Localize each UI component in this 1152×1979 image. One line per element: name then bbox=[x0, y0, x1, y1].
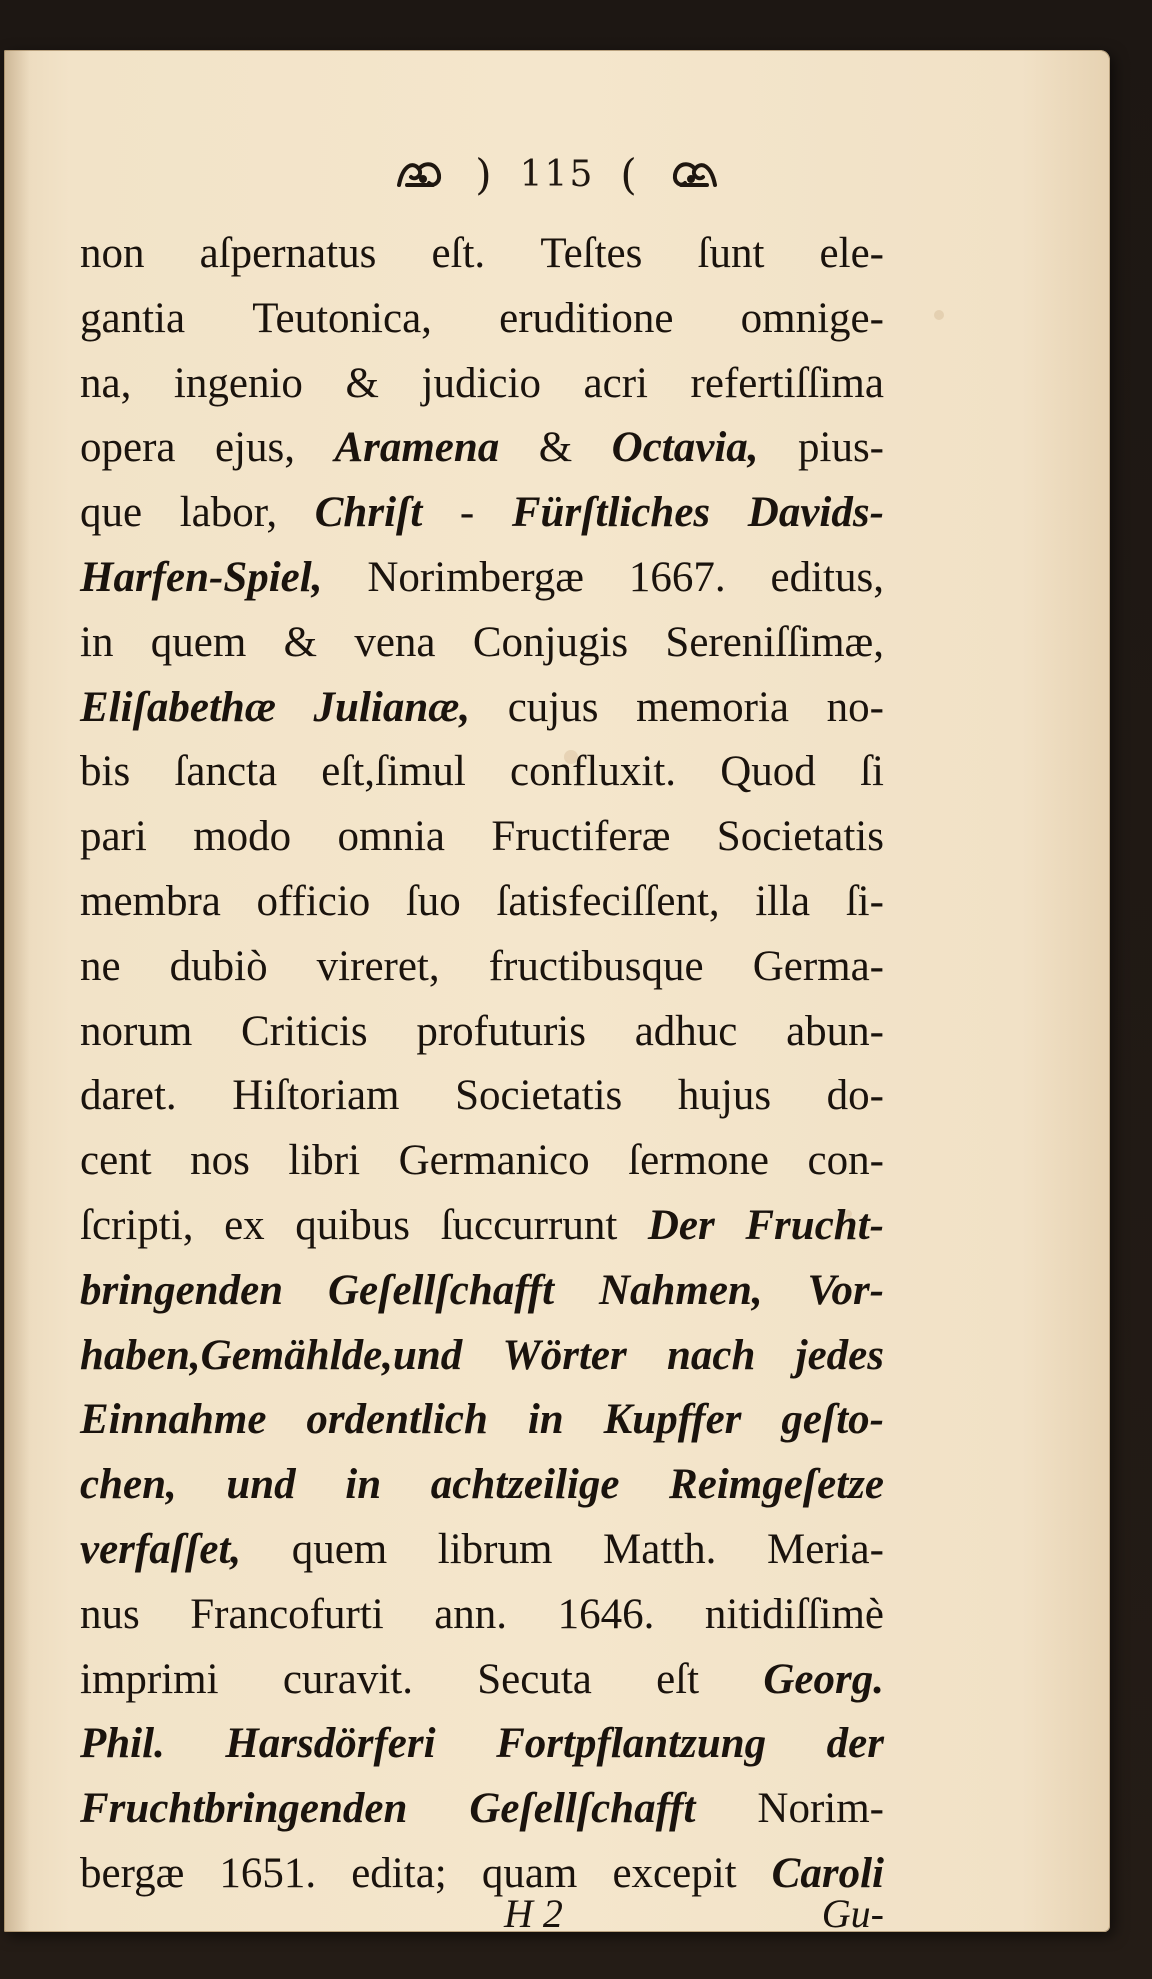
word: norum bbox=[80, 1007, 193, 1055]
word: Norim- bbox=[757, 1785, 884, 1833]
word: que bbox=[80, 489, 143, 537]
word: Secuta bbox=[477, 1655, 592, 1703]
word: do- bbox=[826, 1072, 884, 1120]
word: quem bbox=[150, 618, 247, 666]
word: Teutonica, bbox=[252, 294, 432, 342]
italic-word: Octavia, bbox=[611, 424, 759, 472]
text-line bbox=[80, 676, 884, 741]
word: cent bbox=[80, 1137, 152, 1185]
book-page bbox=[4, 50, 1110, 1936]
word: memoria bbox=[636, 683, 789, 731]
text-line bbox=[80, 1129, 884, 1194]
word: ſuo bbox=[405, 877, 461, 925]
italic-word: in bbox=[345, 1461, 382, 1509]
italic-word: jedes bbox=[795, 1331, 884, 1379]
italic-word: Julianæ, bbox=[313, 683, 471, 731]
italic-word: achtzeilige bbox=[430, 1461, 620, 1509]
word: Societatis bbox=[716, 813, 884, 861]
text-line bbox=[80, 1194, 884, 1259]
word: aſpernatus bbox=[199, 230, 377, 277]
word: in bbox=[80, 618, 114, 666]
italic-word: Georg. bbox=[763, 1655, 884, 1703]
word: cujus bbox=[507, 683, 599, 731]
word: profuturis bbox=[416, 1007, 586, 1055]
word: ſuccurrunt bbox=[440, 1201, 618, 1249]
word: Germanico bbox=[398, 1137, 590, 1185]
word: excepit bbox=[612, 1849, 737, 1897]
word: 1646. bbox=[557, 1590, 655, 1638]
word: modo bbox=[193, 813, 292, 861]
word: & bbox=[538, 424, 573, 472]
word: membra bbox=[80, 877, 221, 925]
word: ejus, bbox=[214, 424, 295, 472]
word: daret. bbox=[80, 1072, 177, 1120]
italic-word: in bbox=[527, 1396, 564, 1444]
word: ſermone bbox=[628, 1137, 770, 1185]
italic-word: verfaſſet, bbox=[80, 1525, 242, 1573]
word: librum bbox=[437, 1525, 553, 1573]
italic-word: Kupffer bbox=[603, 1396, 742, 1444]
text-line bbox=[80, 1000, 884, 1065]
word: eſt,ſimul bbox=[321, 748, 466, 796]
word: con- bbox=[807, 1137, 884, 1185]
word: ſatisfeciſſent, bbox=[496, 877, 720, 925]
word: confluxit. bbox=[510, 748, 677, 796]
italic-word: nach bbox=[666, 1331, 756, 1379]
text-line bbox=[80, 222, 884, 287]
text-line bbox=[80, 546, 884, 611]
text-line bbox=[80, 287, 884, 352]
text-line bbox=[80, 870, 884, 935]
word: non bbox=[80, 230, 145, 277]
word: curavit. bbox=[282, 1655, 413, 1703]
word: imprimi bbox=[80, 1655, 219, 1703]
text-line bbox=[80, 740, 884, 805]
word: libri bbox=[288, 1137, 361, 1185]
text-line bbox=[80, 416, 884, 481]
header-left-paren: ) bbox=[475, 150, 494, 199]
word: nus bbox=[80, 1590, 140, 1638]
foxing-spot bbox=[934, 310, 944, 320]
text-line bbox=[80, 1064, 884, 1129]
word: illa bbox=[755, 877, 811, 925]
word: hujus bbox=[677, 1072, 772, 1120]
italic-word: Caroli bbox=[771, 1849, 884, 1897]
word: vireret, bbox=[316, 942, 440, 990]
word: nos bbox=[190, 1137, 250, 1185]
word: - bbox=[459, 489, 475, 537]
word: omnige- bbox=[740, 294, 884, 342]
italic-word: Frucht- bbox=[745, 1201, 884, 1249]
word: na, bbox=[80, 359, 132, 407]
word: & bbox=[345, 359, 379, 407]
word: acri bbox=[583, 359, 648, 407]
word: & bbox=[283, 618, 318, 666]
word: Criticis bbox=[241, 1007, 368, 1055]
text-line bbox=[80, 1648, 884, 1713]
italic-word: Eliſabethæ bbox=[80, 683, 276, 731]
text-line bbox=[80, 1583, 884, 1648]
word: ex bbox=[224, 1201, 265, 1249]
italic-word: bringenden bbox=[80, 1266, 284, 1314]
signature-mark: H 2 bbox=[504, 1891, 563, 1936]
fleuron-left-icon bbox=[393, 155, 445, 195]
text-line bbox=[80, 805, 884, 870]
word: Matth. bbox=[602, 1525, 717, 1573]
italic-word: Fürſtliches bbox=[511, 489, 711, 537]
body-text bbox=[80, 222, 884, 1907]
word: ſancta bbox=[174, 748, 278, 796]
word: gantia bbox=[80, 294, 186, 342]
italic-word: chen, bbox=[80, 1461, 177, 1509]
word: bis bbox=[80, 748, 131, 796]
word: quam bbox=[481, 1849, 578, 1897]
word: Meria- bbox=[766, 1525, 884, 1573]
word: labor, bbox=[179, 489, 278, 537]
italic-word: Reimgeſetze bbox=[669, 1461, 884, 1509]
italic-word: Chriſt bbox=[314, 489, 423, 537]
word: no- bbox=[826, 683, 884, 731]
italic-word: Geſellſchafft bbox=[328, 1266, 555, 1314]
italic-word: Harsdörferi bbox=[225, 1720, 436, 1768]
word: abun- bbox=[786, 1007, 884, 1055]
header-right-paren: ( bbox=[620, 150, 639, 199]
text-line bbox=[80, 352, 884, 417]
word: Francofurti bbox=[190, 1590, 384, 1638]
word: pari bbox=[80, 813, 147, 861]
text-line bbox=[80, 1518, 884, 1583]
word: ſunt bbox=[697, 230, 765, 277]
text-line bbox=[80, 1712, 884, 1777]
italic-word: Einnahme bbox=[80, 1396, 267, 1444]
italic-word: Vor- bbox=[807, 1266, 884, 1314]
italic-word: Davids- bbox=[747, 489, 884, 537]
word: 1651. bbox=[219, 1849, 317, 1897]
word: officio bbox=[256, 877, 371, 925]
word: Fructiferæ bbox=[491, 813, 671, 861]
word: ne bbox=[80, 942, 121, 990]
italic-word: Phil. bbox=[80, 1720, 165, 1768]
text-line bbox=[80, 481, 884, 546]
fleuron-right-icon bbox=[669, 155, 721, 195]
text-line bbox=[80, 1388, 884, 1453]
italic-word: Harfen-Spiel, bbox=[80, 553, 323, 601]
word: Societatis bbox=[455, 1072, 623, 1120]
word: ingenio bbox=[173, 359, 303, 407]
word: editus, bbox=[770, 553, 884, 601]
word: omnia bbox=[337, 813, 445, 861]
word: Norimbergæ bbox=[367, 553, 584, 601]
italic-word: geſto- bbox=[781, 1396, 884, 1444]
text-line bbox=[80, 1777, 884, 1842]
italic-word: Geſellſchafft bbox=[469, 1785, 696, 1833]
catchword: Gu- bbox=[821, 1891, 884, 1936]
word: fructibusque bbox=[488, 942, 704, 990]
word: dubiò bbox=[169, 942, 268, 990]
italic-word: Wörter bbox=[502, 1331, 627, 1379]
word: ſi bbox=[860, 748, 884, 796]
italic-word: Fruchtbringenden bbox=[80, 1785, 408, 1833]
word: Conjugis bbox=[472, 618, 629, 666]
word: ele- bbox=[819, 230, 884, 277]
italic-word: und bbox=[226, 1461, 296, 1509]
word: judicio bbox=[421, 359, 541, 407]
word: quibus bbox=[295, 1201, 410, 1249]
italic-word: der bbox=[826, 1720, 884, 1768]
word: Sereniſſimæ, bbox=[665, 618, 884, 666]
italic-word: haben,Gemählde,und bbox=[80, 1331, 463, 1379]
word: eruditione bbox=[499, 294, 674, 342]
page-number: 115 bbox=[519, 154, 595, 195]
word: vena bbox=[354, 618, 436, 666]
text-line bbox=[80, 1324, 884, 1389]
word: pius- bbox=[798, 424, 884, 472]
italic-word: Nahmen, bbox=[598, 1266, 763, 1314]
word: quem bbox=[291, 1525, 388, 1573]
word: ann. bbox=[434, 1590, 508, 1638]
text-line bbox=[80, 935, 884, 1000]
page-header bbox=[4, 146, 1110, 199]
text-line bbox=[80, 611, 884, 676]
word: eſt bbox=[656, 1655, 700, 1703]
word: Teſtes bbox=[540, 230, 643, 277]
word: ſcripti, bbox=[80, 1201, 194, 1249]
word: adhuc bbox=[634, 1007, 738, 1055]
italic-word: ordentlich bbox=[306, 1396, 488, 1444]
word: edita; bbox=[351, 1849, 447, 1897]
word: eſt. bbox=[431, 230, 486, 277]
italic-word: Aramena bbox=[334, 424, 500, 472]
italic-word: Der bbox=[647, 1201, 715, 1249]
word: Quod bbox=[720, 748, 816, 796]
word: Germa- bbox=[752, 942, 884, 990]
word: opera bbox=[80, 424, 176, 472]
text-line bbox=[80, 1259, 884, 1324]
word: bergæ bbox=[80, 1849, 185, 1897]
word: nitidiſſimè bbox=[704, 1590, 884, 1638]
word: refertiſſima bbox=[690, 359, 884, 407]
word: 1667. bbox=[628, 553, 726, 601]
text-line bbox=[80, 1453, 884, 1518]
word: Hiſtoriam bbox=[232, 1072, 400, 1120]
italic-word: Fortpflantzung bbox=[496, 1720, 767, 1768]
word: ſi- bbox=[845, 877, 884, 925]
page-footer bbox=[80, 1890, 884, 1950]
